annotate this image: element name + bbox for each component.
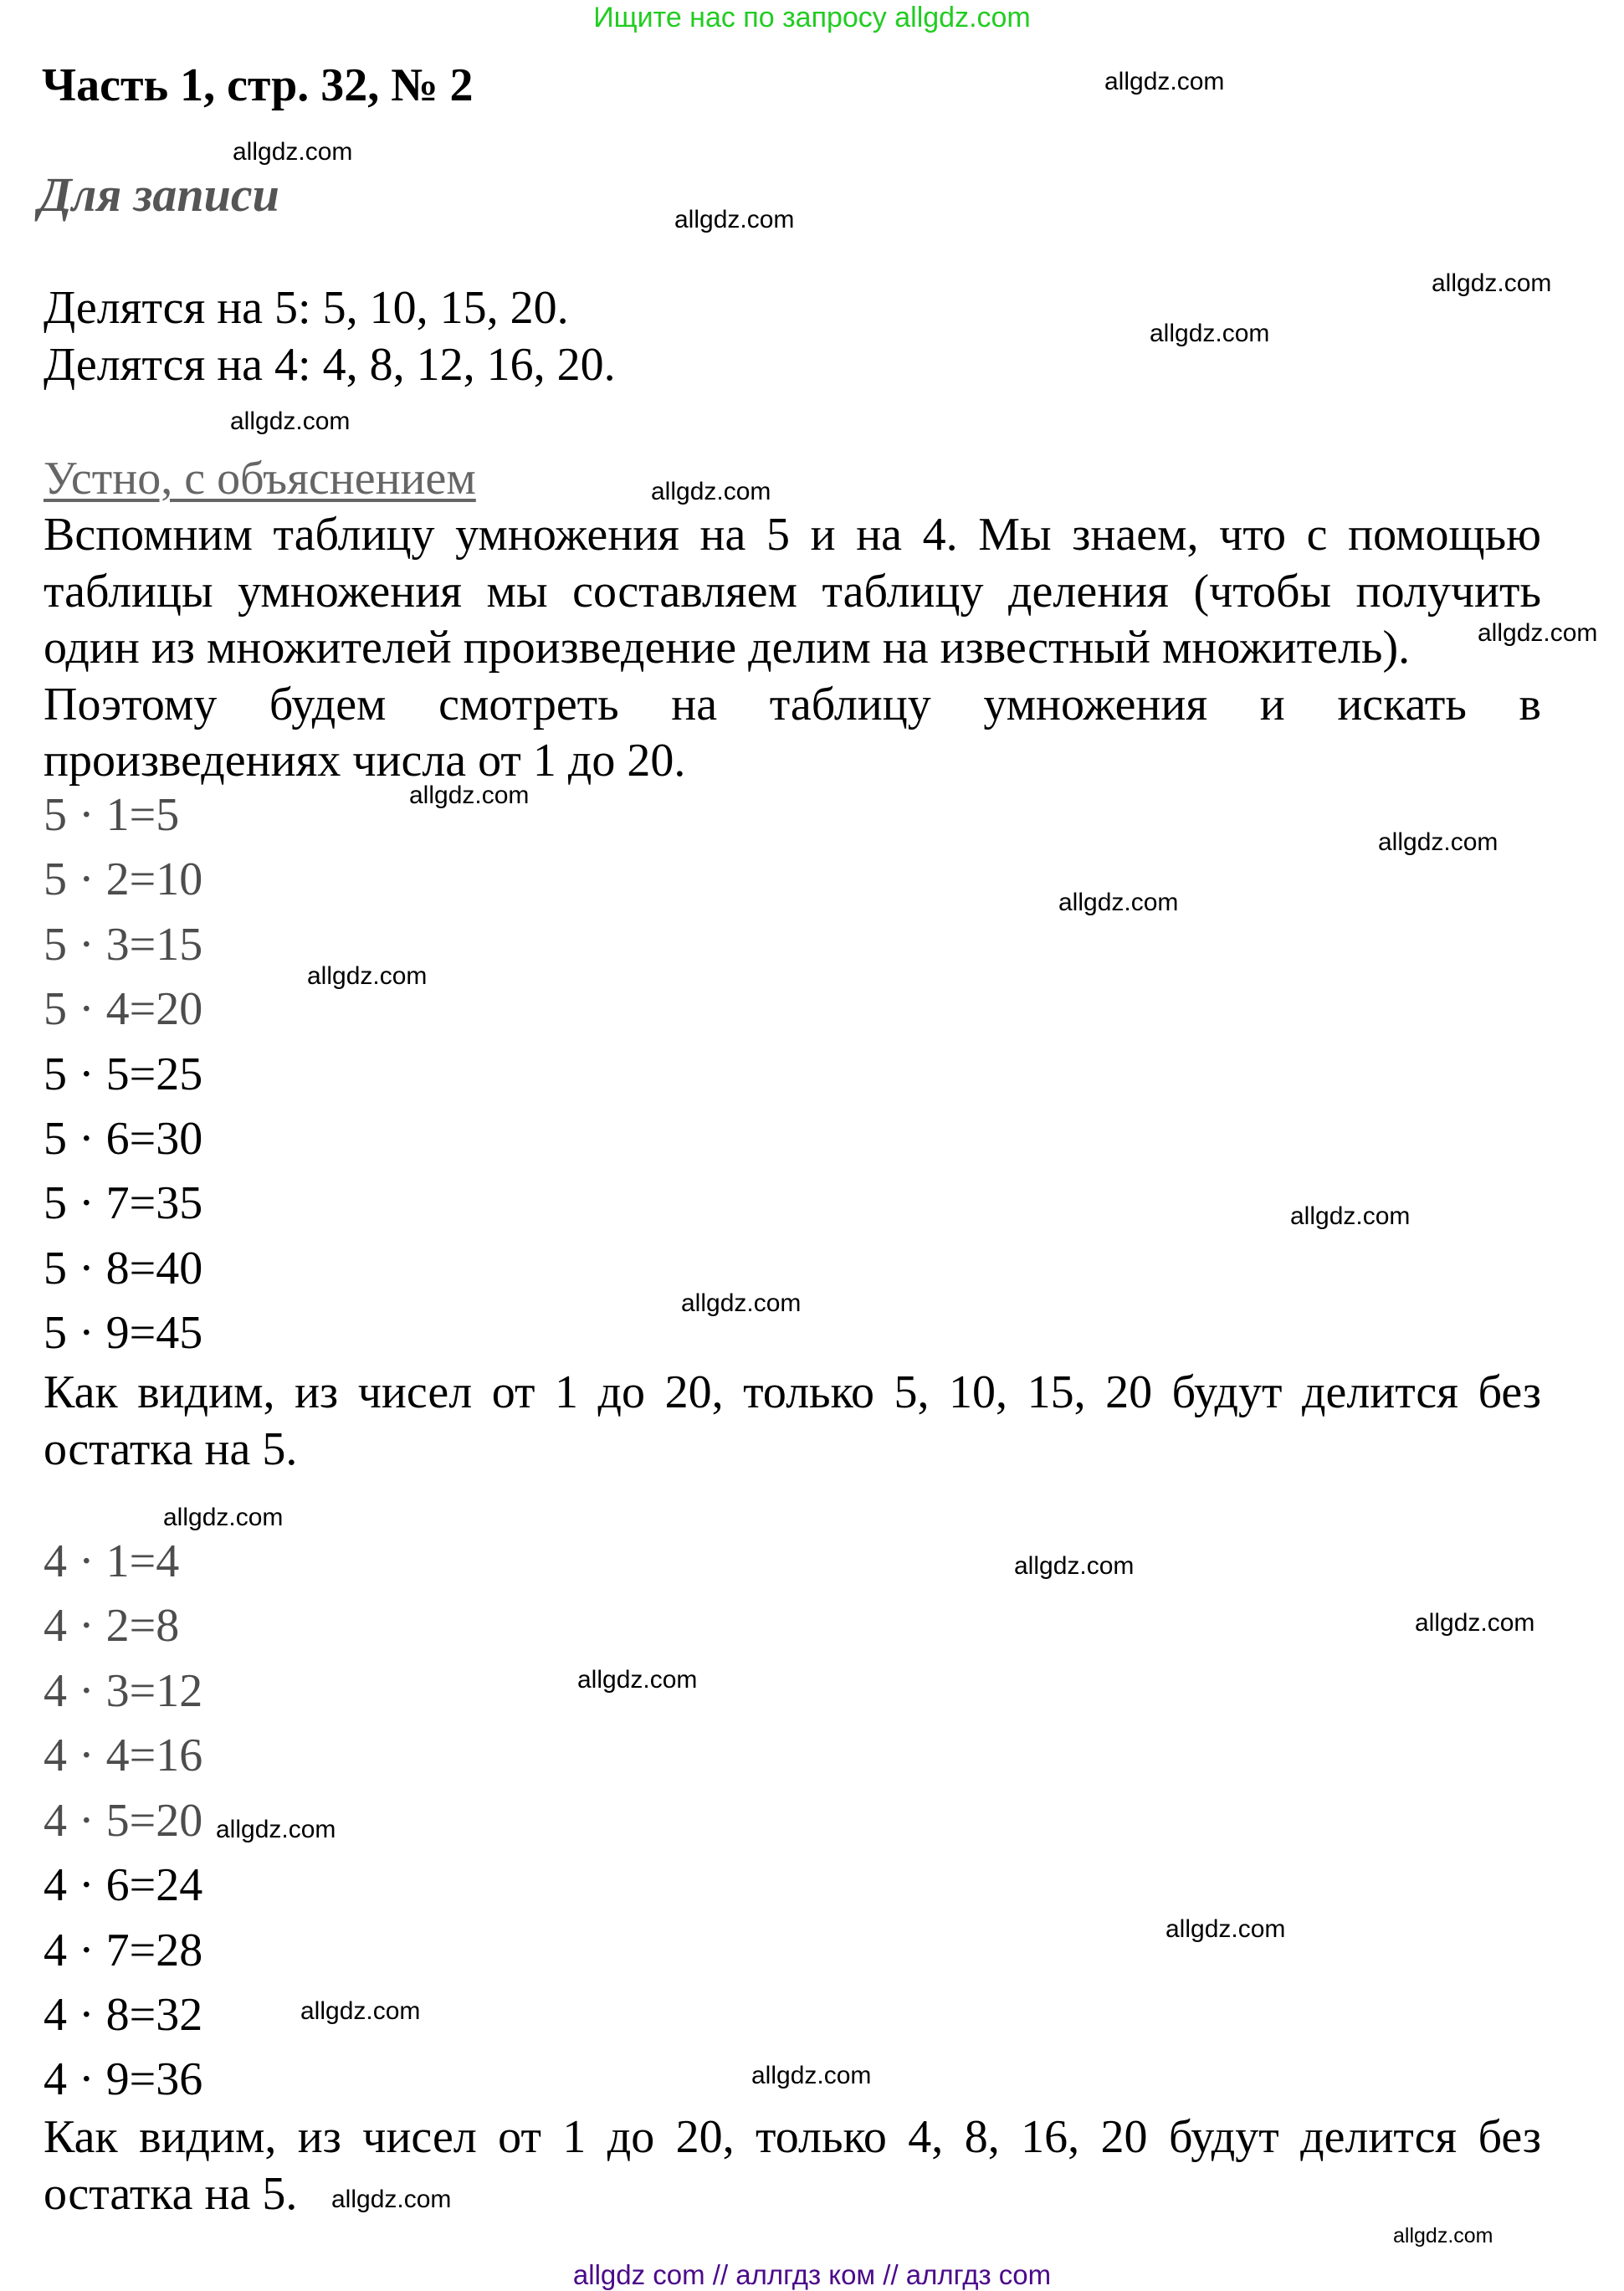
table-row: 4 · 8=32 — [44, 1989, 203, 2041]
watermark: allgdz.com — [1378, 828, 1498, 856]
watermark: allgdz.com — [163, 1504, 284, 1531]
table-row: 4 · 1=4 — [44, 1535, 180, 1587]
conclusion-line: Как видим, из чисел от 1 до 20, только 4, 8, 16, 20 будут делится без — [44, 2111, 1541, 2163]
table-row: 5 · 2=10 — [44, 853, 203, 905]
watermark: allgdz.com — [307, 962, 428, 990]
watermark: allgdz.com — [1290, 1202, 1411, 1230]
watermark: allgdz.com — [331, 2186, 452, 2213]
explanation-line: один из множителей произведение делим на известный множитель). — [44, 622, 1411, 674]
page-title: Часть 1, стр. 32, № 2 — [42, 59, 474, 111]
watermark: allgdz.com — [1104, 68, 1225, 95]
explanation-line: Поэтому будем смотреть на таблицу умножения и искать в — [44, 678, 1541, 730]
watermark: allgdz.com — [216, 1816, 336, 1843]
watermark: allgdz.com — [233, 138, 353, 166]
table-row: 4 · 5=20 — [44, 1795, 203, 1847]
table-row: 4 · 7=28 — [44, 1925, 203, 1976]
table-row: 5 · 8=40 — [44, 1243, 203, 1294]
table-row: 5 · 1=5 — [44, 789, 180, 841]
explanation-paragraph — [44, 507, 1541, 790]
watermark: allgdz.com — [300, 1997, 421, 2025]
conclusion-5 — [44, 1365, 1541, 1478]
table-row: 4 · 3=12 — [44, 1665, 203, 1717]
watermark: allgdz.com — [681, 1289, 802, 1317]
explanation-line: таблицы умножения мы составляем таблицу деления (чтобы получить — [44, 565, 1541, 618]
table-row: 5 · 7=35 — [44, 1177, 203, 1229]
table-row: 4 · 6=24 — [44, 1859, 203, 1911]
watermark: allgdz.com — [751, 2062, 872, 2089]
watermark: allgdz.com — [230, 407, 351, 435]
footer-links[interactable]: allgdz com // аллгдз ком // аллгдз com — [572, 2259, 1052, 2290]
table-row: 4 · 4=16 — [44, 1730, 203, 1781]
watermark: allgdz.com — [1165, 1915, 1286, 1943]
conclusion-4 — [44, 2109, 1541, 2222]
record-line-divisible-by-4: Делятся на 4: 4, 8, 12, 16, 20. — [44, 339, 616, 391]
watermark: allgdz.com — [1393, 2224, 1493, 2247]
conclusion-line: остатка на 5. — [44, 2167, 298, 2220]
watermark: allgdz.com — [651, 478, 771, 505]
watermark: allgdz.com — [1058, 889, 1179, 916]
record-line-divisible-by-5: Делятся на 5: 5, 10, 15, 20. — [44, 282, 569, 334]
table-row: 5 · 4=20 — [44, 983, 203, 1035]
table-row: 4 · 9=36 — [44, 2053, 203, 2105]
table-row: 5 · 5=25 — [44, 1048, 203, 1100]
watermark: allgdz.com — [577, 1666, 698, 1694]
table-row: 5 · 3=15 — [44, 919, 203, 971]
conclusion-line: Как видим, из чисел от 1 до 20, только 5, 10, 15, 20 будут делится без — [44, 1366, 1541, 1418]
oral-explanation-heading: Устно, с объяснением — [44, 453, 476, 505]
conclusion-line: остатка на 5. — [44, 1422, 298, 1475]
table-row: 4 · 2=8 — [44, 1600, 180, 1652]
watermark: allgdz.com — [1478, 619, 1598, 647]
table-row: 5 · 6=30 — [44, 1113, 203, 1165]
record-heading: Для записи — [38, 167, 279, 222]
table-row: 5 · 9=45 — [44, 1307, 203, 1359]
explanation-line: произведениях числа от 1 до 20. — [44, 735, 686, 787]
watermark: allgdz.com — [1150, 320, 1270, 347]
watermark: allgdz.com — [409, 782, 530, 809]
explanation-line: Вспомним таблицу умножения на 5 и на 4. Мы знаем, что с помощью — [44, 509, 1541, 561]
watermark: allgdz.com — [1415, 1609, 1535, 1637]
watermark: allgdz.com — [1432, 269, 1552, 297]
watermark: allgdz.com — [674, 206, 795, 233]
top-banner-link[interactable]: Ищите нас по запросу allgdz.com — [593, 2, 1031, 33]
watermark: allgdz.com — [1014, 1552, 1135, 1580]
